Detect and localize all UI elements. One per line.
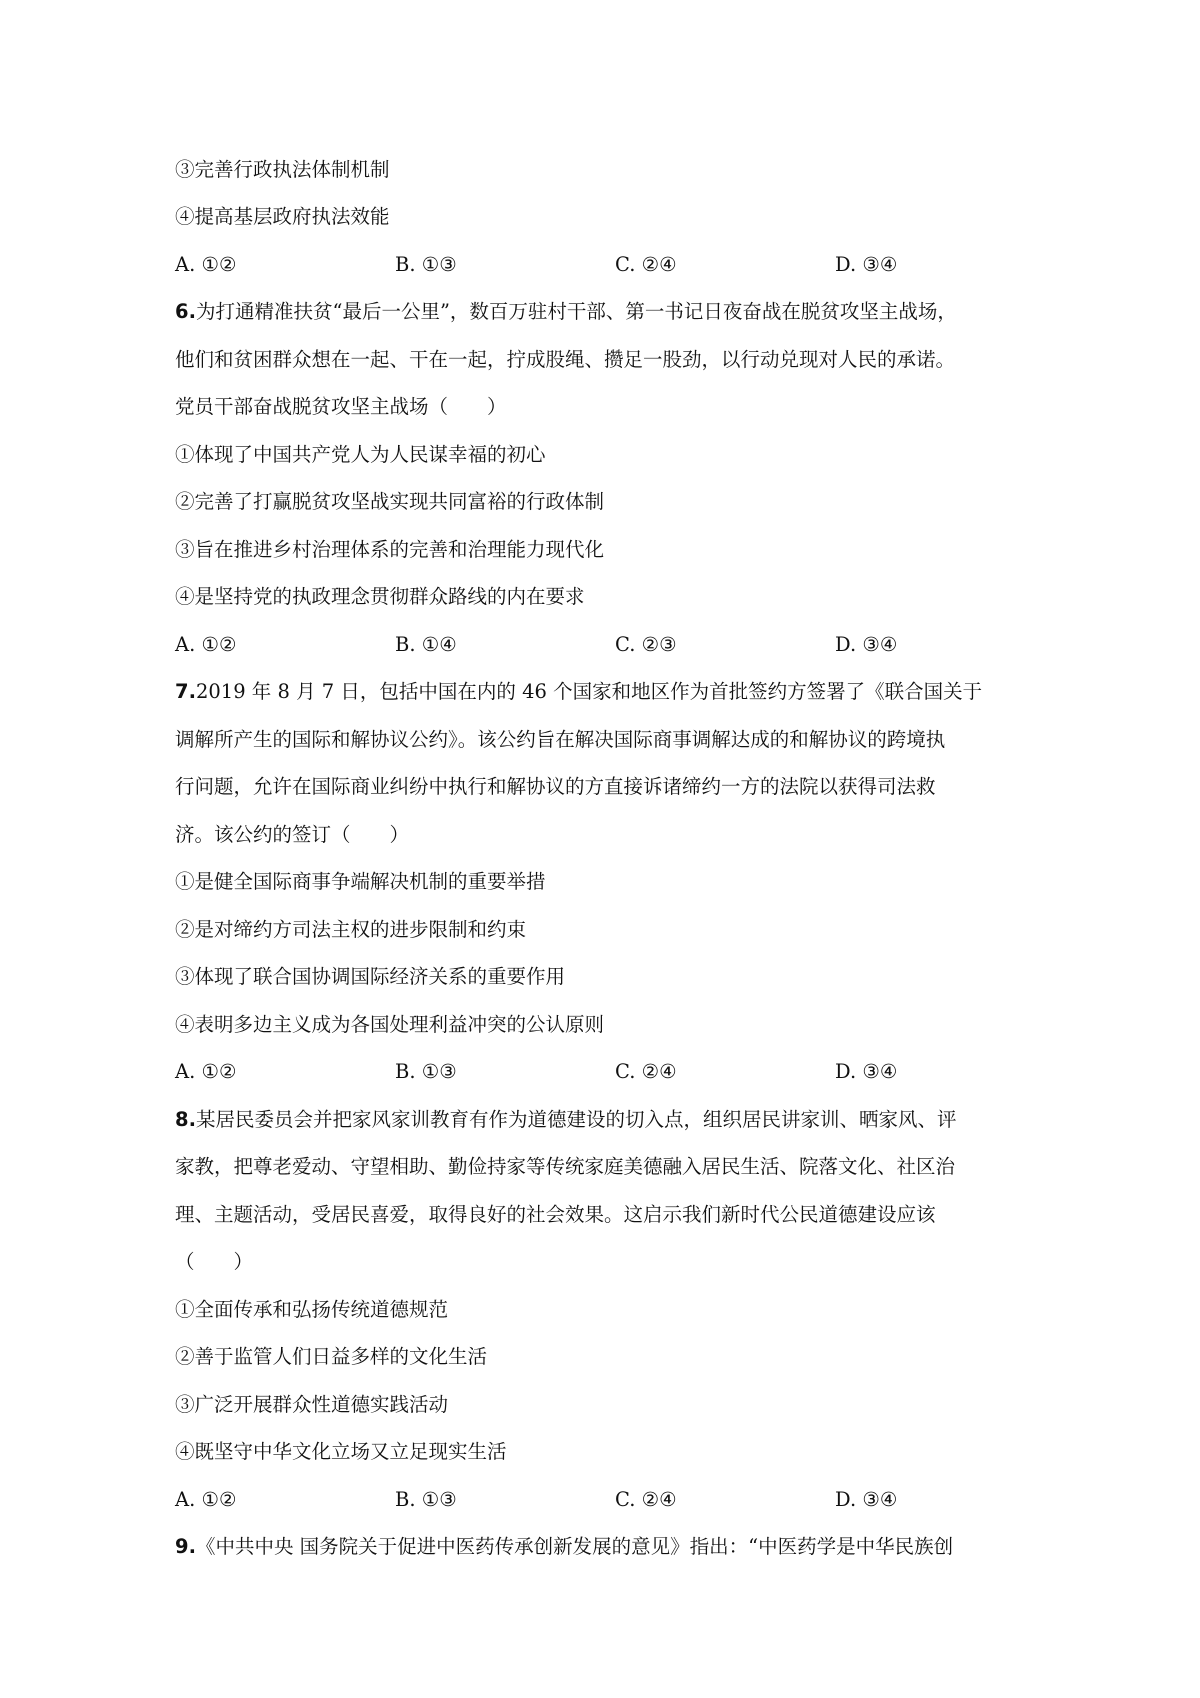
text-line: ④提高基层政府执法效能 [175, 205, 390, 228]
question-text: 某居民委员会并把家风家训教育有作为道德建设的切入点，组织居民讲家训、晒家风、评 [195, 1108, 957, 1131]
text-line: 党员干部奋战脱贫攻坚主战场（ ） [175, 395, 507, 418]
text-line: 他们和贫困群众想在一起、干在一起，拧成股绳、攒足一股劲，以行动兑现对人民的承诺。 [175, 348, 956, 371]
choice-statement: ④表明多边主义成为各国处理利益冲突的公认原则 [175, 1013, 605, 1036]
choice-statement: ③旨在推进乡村治理体系的完善和治理能力现代化 [175, 538, 605, 561]
option-c: C. ②③ [615, 633, 677, 656]
choice-statement: ②是对缔约方司法主权的进步限制和约束 [175, 918, 527, 941]
choice-statement: ②善于监管人们日益多样的文化生活 [175, 1345, 488, 1368]
answer-options [175, 252, 1055, 278]
question-number: 6. [175, 300, 196, 323]
text-line: 行问题，允许在国际商业纠纷中执行和解协议的方直接诉诸缔约一方的法院以获得司法救 [175, 775, 936, 798]
choice-statement: ④既坚守中华文化立场又立足现实生活 [175, 1440, 507, 1463]
choice-statement: ①全面传承和弘扬传统道德规范 [175, 1298, 449, 1321]
question-stem [175, 1534, 1055, 1560]
option-a: A. ①② [175, 633, 237, 656]
option-d: D. ③④ [835, 633, 898, 656]
option-a: A. ①② [175, 1488, 237, 1511]
question-stem [175, 679, 1055, 705]
answer-options [175, 632, 1055, 658]
question-number: 7. [175, 680, 196, 703]
choice-statement: ④是坚持党的执政理念贯彻群众路线的内在要求 [175, 585, 585, 608]
choice-statement: ①体现了中国共产党人为人民谋幸福的初心 [175, 443, 546, 466]
question-text: 为打通精准扶贫“最后一公里”，数百万驻村干部、第一书记日夜奋战在脱贫攻坚主战场， [195, 300, 957, 323]
option-a: A. ①② [175, 1060, 237, 1083]
text-line: ③完善行政执法体制机制 [175, 158, 390, 181]
choice-statement: ①是健全国际商事争端解决机制的重要举措 [175, 870, 546, 893]
text-line: 家教，把尊老爱动、守望相助、勤俭持家等传统家庭美德融入居民生活、院落文化、社区治 [175, 1155, 956, 1178]
option-c: C. ②④ [615, 1488, 677, 1511]
option-c: C. ②④ [615, 253, 677, 276]
option-a: A. ①② [175, 253, 237, 276]
option-d: D. ③④ [835, 1488, 898, 1511]
question-stem [175, 1107, 1055, 1133]
choice-statement: ③体现了联合国协调国际经济关系的重要作用 [175, 965, 566, 988]
option-c: C. ②④ [615, 1060, 677, 1083]
choice-statement: ③广泛开展群众性道德实践活动 [175, 1393, 449, 1416]
option-d: D. ③④ [835, 1060, 898, 1083]
answer-options [175, 1059, 1055, 1085]
option-b: B. ①③ [395, 1060, 457, 1083]
text-line: 济。该公约的签订（ ） [175, 823, 410, 846]
choice-statement: ②完善了打赢脱贫攻坚战实现共同富裕的行政体制 [175, 490, 605, 513]
option-b: B. ①③ [395, 253, 457, 276]
answer-options [175, 1487, 1055, 1513]
option-d: D. ③④ [835, 253, 898, 276]
text-line: 调解所产生的国际和解协议公约》。该公约旨在解决国际商事调解达成的和解协议的跨境执 [175, 728, 946, 751]
option-b: B. ①④ [395, 633, 457, 656]
question-text: 2019 年 8 月 7 日，包括中国在内的 46 个国家和地区作为首批签约方签署了《联合国关于 [195, 680, 983, 703]
question-text: 《中共中央 国务院关于促进中医药传承创新发展的意见》指出：“中医药学是中华民族创 [195, 1535, 954, 1558]
question-number: 9. [175, 1535, 196, 1558]
text-line: （ ） [175, 1250, 254, 1273]
option-b: B. ①③ [395, 1488, 457, 1511]
question-number: 8. [175, 1108, 196, 1131]
text-line: 理、主题活动，受居民喜爱，取得良好的社会效果。这启示我们新时代公民道德建设应该 [175, 1203, 936, 1226]
question-stem [175, 299, 1055, 325]
